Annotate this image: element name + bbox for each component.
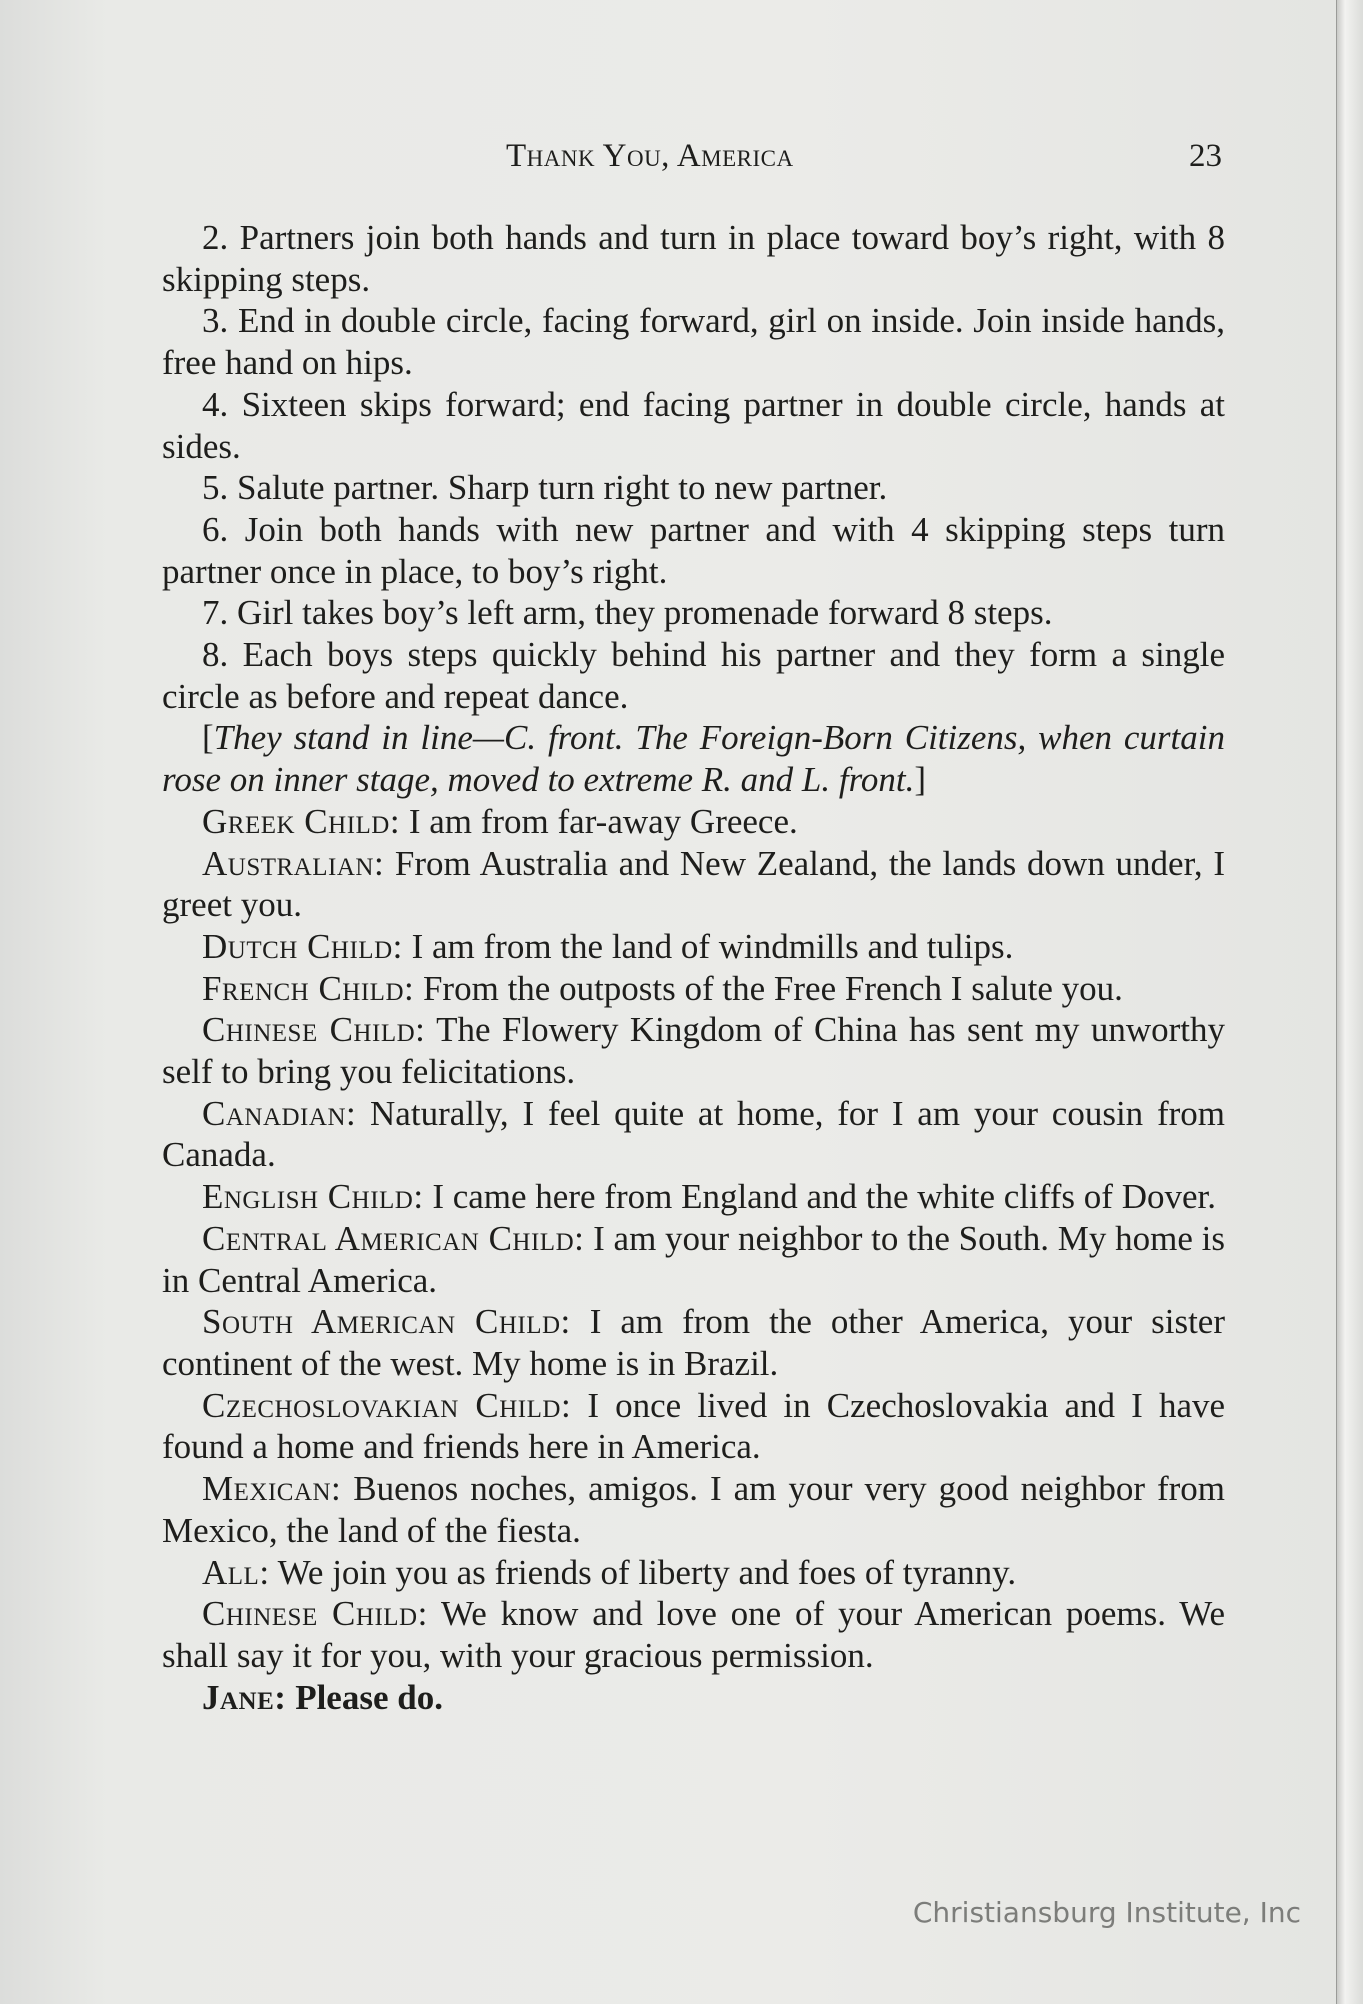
speaker-name: Central American Child: (202, 1218, 585, 1258)
speech: I came here from England and the white cliffs of Dover. (432, 1177, 1216, 1217)
speech: We join you as friends of liberty and foes of tyranny. (277, 1552, 1017, 1592)
step-text: Partners join both hands and turn in place toward boy’s right, with 8 skipping steps. (162, 218, 1225, 299)
dialogue-line (162, 1009, 1225, 1092)
dance-step (162, 634, 1225, 717)
dialogue-line (162, 1468, 1225, 1551)
speaker-name: Mexican: (202, 1469, 342, 1509)
step-text: End in double circle, facing forward, girl on inside. Join inside hands, free hand on hips. (162, 301, 1226, 383)
speech: We know and love one of your American poems. We shall say it for you, with your gracious permission. (162, 1594, 1225, 1675)
stage-direction-text: They stand in line—C. front. The Foreign-Born Citizens, when curtain rose on inner stage, moved to extreme R. and L. front. (162, 718, 1225, 800)
speaker-name: Czechoslovakian Child: (202, 1385, 572, 1425)
speaker-name: Canadian: (202, 1093, 357, 1133)
speech: Buenos noches, amigos. I am your very good neighbor from Mexico, the land of the fiesta. (162, 1469, 1225, 1550)
page-header (162, 138, 1222, 178)
speaker-name: Australian: (202, 843, 385, 883)
step-number: 2. (202, 218, 229, 257)
step-text: Join both hands with new partner and with 4 skipping steps turn partner once in place, to boy’s right. (162, 509, 1226, 591)
page-number: 23 (1189, 138, 1222, 174)
step-text: Girl takes boy’s left arm, they promenade forward 8 steps. (237, 593, 1053, 633)
speaker-name: Chinese Child: (202, 1010, 426, 1050)
speech: I am your neighbor to the South. My home is in Central America. (162, 1218, 1226, 1300)
speech: I am from the other America, your sister continent of the west. My home is in Brazil. (162, 1302, 1225, 1383)
speaker-name: Greek Child: (202, 801, 401, 841)
step-number: 7. (202, 593, 229, 633)
dialogue-line (162, 1218, 1225, 1301)
speech: I am from far-away Greece. (408, 801, 798, 841)
speaker-name: Jane: (202, 1677, 287, 1717)
dialogue-line (162, 843, 1225, 926)
dance-step (162, 509, 1225, 592)
watermark: Christiansburg Institute, Inc (912, 1896, 1301, 1929)
page-edge (1336, 0, 1363, 2004)
dialogue-line (162, 1301, 1225, 1384)
dialogue-line (162, 1552, 1225, 1594)
speech: From the outposts of the Free French I salute you. (422, 968, 1123, 1008)
dialogue-line (162, 1385, 1225, 1468)
running-title: Thank You, America (506, 138, 794, 174)
dance-step (162, 467, 1225, 509)
step-text: Each boys steps quickly behind his partner and they form a single circle as before and repeat dance. (162, 635, 1226, 716)
speaker-name: French Child: (202, 968, 415, 1008)
step-text: Salute partner. Sharp turn right to new partner. (237, 468, 888, 508)
dialogue-line (162, 968, 1225, 1010)
dialogue-line (162, 1677, 1225, 1719)
dialogue-line (162, 1176, 1225, 1218)
dance-step (162, 384, 1225, 467)
dialogue-line (162, 926, 1225, 968)
page-body (162, 217, 1225, 1718)
step-number: 4. (202, 384, 229, 424)
speech: I am from the land of windmills and tulips. (411, 926, 1014, 966)
speaker-name: Dutch Child: (202, 926, 403, 966)
dance-step (162, 217, 1225, 300)
step-number: 6. (202, 509, 229, 549)
speech: From Australia and New Zealand, the lands down under, I greet you. (162, 843, 1225, 925)
step-number: 3. (202, 301, 229, 341)
speech: The Flowery Kingdom of China has sent my unworthy self to bring you felicitations. (162, 1010, 1226, 1092)
dance-step (162, 300, 1225, 383)
speaker-name: All: (202, 1552, 270, 1592)
speaker-name: English Child: (202, 1177, 424, 1217)
dialogue-line (162, 801, 1225, 843)
dialogue-line (162, 1593, 1225, 1676)
step-text: Sixteen skips forward; end facing partner in double circle, hands at sides. (162, 384, 1226, 466)
dance-step (162, 592, 1225, 634)
speaker-name: Chinese Child: (202, 1594, 428, 1634)
speech: Please do. (295, 1677, 443, 1717)
speaker-name: South American Child: (202, 1302, 571, 1342)
step-number: 5. (202, 468, 229, 508)
dialogue-line (162, 1093, 1225, 1176)
step-number: 8. (202, 635, 229, 675)
speech: Naturally, I feel quite at home, for I am your cousin from Canada. (162, 1093, 1225, 1175)
speech: I once lived in Czechoslovakia and I have found a home and friends here in America. (162, 1385, 1226, 1467)
stage-direction: [They stand in line—C. front. The Foreign-Born Citizens, when curtain rose on inner stage, moved to extreme R. and L. front.] (162, 718, 1225, 800)
